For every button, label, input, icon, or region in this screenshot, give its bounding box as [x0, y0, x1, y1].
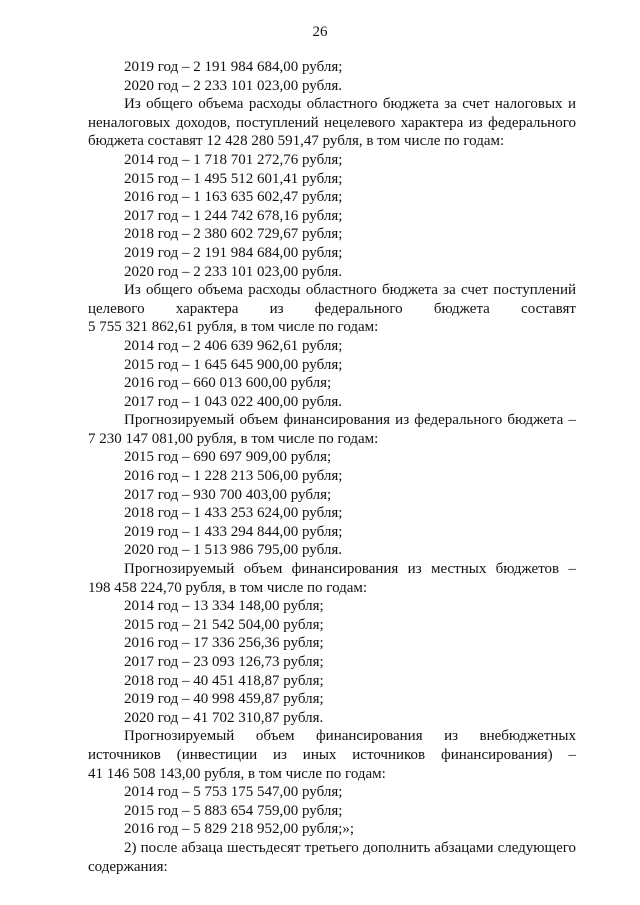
year-amount-line: 2018 год – 1 433 253 624,00 рубля;: [124, 505, 343, 522]
paragraph-line: Из общего объема расходы областного бюджета за счет поступлений: [124, 282, 576, 299]
paragraph: [88, 281, 576, 337]
paragraph-line: целевого характера из федерального бюджета составят: [88, 300, 576, 317]
paragraph-line: 5 755 321 862,61 рубля, в том числе по годам:: [88, 319, 379, 336]
year-amount-line: 2019 год – 1 433 294 844,00 рубля;: [124, 523, 343, 540]
year-amount-line: 2019 год – 2 191 984 684,00 рубля;: [124, 59, 343, 75]
year-amount-line: 2014 год – 1 718 701 272,76 рубля;: [124, 151, 343, 168]
year-amount-line: 2017 год – 930 700 403,00 рубля;: [124, 486, 332, 503]
paragraph-line: 2) после абзаца шестьдесят третьего дополнить абзацами следующего: [124, 839, 576, 856]
paragraph-line: Прогнозируемый объем финансирования из местных бюджетов –: [124, 561, 576, 578]
year-amount-line: 2019 год – 40 998 459,87 рубля;: [124, 691, 324, 708]
paragraph-line: Прогнозируемый объем финансирования из федерального бюджета –: [124, 412, 576, 429]
year-amount-line: 2015 год – 1 645 645 900,00 рубля;: [124, 356, 343, 373]
paragraph-line: Прогнозируемый объем финансирования из внебюджетных: [124, 728, 576, 745]
year-amount-line: 2014 год – 5 753 175 547,00 рубля;: [124, 784, 343, 801]
paragraph: [88, 727, 576, 783]
year-amount-line: 2020 год – 41 702 310,87 рубля.: [124, 709, 324, 726]
paragraph-line: содержания:: [88, 858, 168, 875]
paragraph: [88, 95, 576, 151]
year-amount-line: 2015 год – 690 697 909,00 рубля;: [124, 449, 332, 466]
year-amount-line: 2016 год – 1 228 213 506,00 рубля;: [124, 468, 343, 485]
paragraph: [88, 560, 576, 597]
year-amount-line: 2019 год – 2 191 984 684,00 рубля;: [124, 244, 343, 261]
paragraph-line: неналоговых доходов, поступлений нецелевого характера из федерального: [88, 114, 576, 131]
year-amount-line: 2016 год – 660 013 600,00 рубля;: [124, 375, 332, 392]
year-amount-line: 2020 год – 2 233 101 023,00 рубля.: [124, 77, 342, 94]
year-amount-line: 2015 год – 1 495 512 601,41 рубля;: [124, 170, 343, 187]
paragraph-line: 198 458 224,70 рубля, в том числе по годам:: [88, 579, 368, 596]
paragraph-line: источников (инвестиции из иных источников финансирования) –: [88, 746, 576, 763]
year-amount-line: 2016 год – 1 163 635 602,47 рубля;: [124, 189, 343, 206]
year-amount-line: 2017 год – 23 093 126,73 рубля;: [124, 654, 324, 670]
paragraph-line: 41 146 508 143,00 рубля, в том числе по годам:: [88, 765, 386, 782]
year-amount-line: 2016 год – 5 829 218 952,00 рубля;»;: [124, 821, 355, 838]
paragraph-line: 7 230 147 081,00 рубля, в том числе по годам:: [88, 430, 379, 447]
year-amount-line: 2020 год – 1 513 986 795,00 рубля.: [124, 542, 342, 559]
year-amount-line: 2014 год – 2 406 639 962,61 рубля;: [124, 337, 343, 354]
year-amount-line: 2016 год – 17 336 256,36 рубля;: [124, 635, 324, 652]
year-amount-line: 2018 год – 2 380 602 729,67 рубля;: [124, 226, 343, 243]
year-amount-line: 2017 год – 1 244 742 678,16 рубля;: [124, 207, 343, 224]
paragraph: [88, 411, 576, 448]
year-amount-line: 2018 год – 40 451 418,87 рубля;: [124, 672, 324, 689]
paragraph-line: Из общего объема расходы областного бюджета за счет налоговых и: [124, 96, 576, 113]
paragraph: [88, 839, 576, 876]
year-amount-line: 2014 год – 13 334 148,00 рубля;: [124, 598, 324, 615]
page-number: 26: [312, 24, 328, 40]
paragraph-line: бюджета составят 12 428 280 591,47 рубля, в том числе по годам:: [88, 133, 505, 150]
document-body: [88, 58, 576, 876]
year-amount-line: 2020 год – 2 233 101 023,00 рубля.: [124, 263, 342, 280]
year-amount-line: 2017 год – 1 043 022 400,00 рубля.: [124, 393, 342, 410]
year-amount-line: 2015 год – 21 542 504,00 рубля;: [124, 616, 324, 633]
year-amount-line: 2015 год – 5 883 654 759,00 рубля;: [124, 802, 343, 819]
